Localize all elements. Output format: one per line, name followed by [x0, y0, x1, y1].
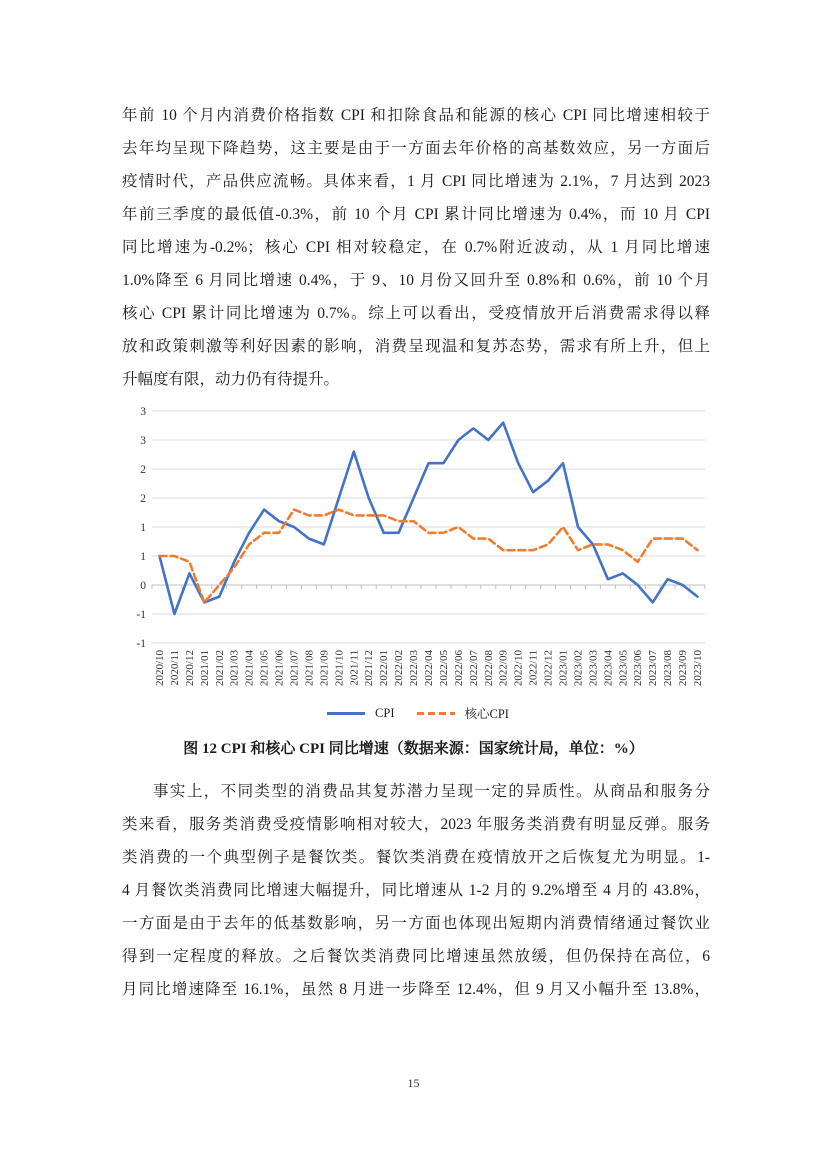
x-axis-label: 2021/05 — [258, 650, 271, 687]
text-line: 一方面是由于去年的低基数影响，另一方面也体现出短期内消费情绪通过餐饮业 — [122, 915, 710, 932]
x-axis-label: 2023/06 — [632, 650, 645, 687]
x-axis-label: 2021/09 — [318, 650, 331, 687]
x-axis-label: 2022/12 — [542, 650, 555, 687]
y-axis-label: 2 — [140, 464, 146, 476]
x-axis-label: 2021/02 — [213, 650, 226, 687]
text-line: 类来看，服务类消费受疫情影响相对较大，2023 年服务类消费有明显反弹。服务 — [122, 816, 710, 833]
x-axis-label: 2023/09 — [677, 650, 690, 687]
y-axis-label: 2 — [140, 493, 146, 505]
text-line: 去年均呈现下降趋势，这主要是由于一方面去年价格的高基数效应，另一方面后 — [122, 140, 710, 157]
y-axis-label: 3 — [140, 435, 146, 447]
text-line: 月同比增速降至 16.1%，虽然 8 月进一步降至 12.4%，但 9 月又小幅升至 13.8%， — [122, 981, 710, 998]
page-number: 15 — [407, 1076, 420, 1090]
x-axis-label: 2023/04 — [602, 650, 615, 687]
legend-sample-cpi — [327, 712, 365, 715]
x-axis-label: 2023/02 — [572, 650, 585, 687]
x-axis-label: 2022/06 — [452, 650, 465, 687]
y-axis-label: 3 — [140, 406, 146, 418]
x-axis-label: 2022/09 — [497, 650, 510, 687]
x-axis-label: 2022/05 — [437, 650, 450, 687]
x-axis-label: 2021/06 — [273, 650, 286, 687]
x-axis-label: 2023/07 — [647, 650, 660, 687]
x-axis-label: 2022/10 — [512, 650, 525, 687]
x-axis-label: 2022/01 — [378, 650, 391, 687]
text-line: 升幅度有限，动力仍有待提升。 — [122, 371, 340, 388]
legend-label-core-cpi: 核心CPI — [464, 707, 509, 721]
cpi-chart-svg — [130, 400, 720, 700]
x-axis-label: 2021/03 — [228, 650, 241, 687]
x-axis-label: 2021/04 — [243, 650, 256, 687]
x-axis-label: 2022/11 — [527, 650, 540, 686]
text-line: 类消费的一个典型例子是餐饮类。餐饮类消费在疫情放开之后恢复尤为明显。1- — [122, 849, 710, 866]
x-axis-label: 2022/03 — [408, 650, 421, 687]
legend-sample-core-cpi — [417, 712, 455, 715]
y-axis-label: -1 — [136, 638, 146, 650]
text-line: 同比增速为-0.2%；核心 CPI 相对较稳定，在 0.7%附近波动，从 1 月同比增速 — [122, 239, 710, 256]
x-axis-label: 2021/12 — [363, 650, 376, 687]
text-line: 4 月餐饮类消费同比增速大幅提升，同比增速从 1-2 月的 9.2%增至 4 月的 43.8%， — [122, 882, 710, 899]
text-line: 核心 CPI 累计同比增速为 0.7%。综上可以看出，受疫情放开后消费需求得以释 — [122, 305, 710, 322]
x-axis-label: 2022/07 — [467, 650, 480, 687]
text-line: 年前 10 个月内消费价格指数 CPI 和扣除食品和能源的核心 CPI 同比增速相较于 — [122, 107, 710, 124]
x-axis-label: 2023/03 — [587, 650, 600, 687]
text-line: 疫情时代，产品供应流畅。具体来看，1 月 CPI 同比增速为 2.1%，7 月达到 2023 — [122, 173, 710, 190]
text-line: 事实上，不同类型的消费品其复苏潜力呈现一定的异质性。从商品和服务分 — [153, 783, 710, 800]
text-line: 得到一定程度的释放。之后餐饮类消费同比增速虽然放缓，但仍保持在高位，6 — [122, 948, 710, 965]
y-axis-label: 1 — [140, 551, 146, 563]
x-axis-label: 2021/08 — [303, 650, 316, 687]
x-axis-label: 2020/12 — [183, 650, 196, 687]
y-axis-label: 1 — [140, 522, 146, 534]
x-axis-label: 2021/01 — [198, 650, 211, 687]
x-axis-label: 2020/10 — [153, 650, 166, 687]
figure-caption: 图 12 CPI 和核心 CPI 同比增速（数据来源：国家统计局，单位：%） — [183, 741, 644, 757]
legend-label-cpi: CPI — [375, 705, 395, 720]
x-axis-label: 2022/02 — [393, 650, 406, 687]
x-axis-label: 2020/11 — [168, 650, 181, 686]
x-axis-label: 2021/07 — [288, 650, 301, 687]
chart-legend — [130, 704, 720, 722]
y-axis-label: -1 — [136, 609, 146, 621]
x-axis-label: 2023/05 — [617, 650, 630, 687]
y-axis-label: 0 — [140, 580, 146, 592]
x-axis-label: 2023/10 — [692, 650, 705, 687]
x-axis-label: 2021/11 — [348, 650, 361, 686]
paragraph-consumption-analysis — [122, 775, 710, 1006]
text-line: 1.0%降至 6 月同比增速 0.4%，于 9、10 月份又回升至 0.8%和 0.6%，前 10 个月 — [122, 272, 710, 289]
x-axis-label: 2023/08 — [662, 650, 675, 687]
paragraph-cpi-analysis — [122, 99, 710, 396]
x-axis-label: 2022/08 — [482, 650, 495, 687]
x-axis-label: 2023/01 — [557, 650, 570, 687]
text-line: 年前三季度的最低值-0.3%，前 10 个月 CPI 累计同比增速为 0.4%，而 10 月 CPI — [122, 206, 710, 223]
x-axis-label: 2022/04 — [423, 650, 435, 687]
figure-12-chart — [130, 400, 720, 730]
x-axis-label: 2021/10 — [333, 650, 346, 687]
text-line: 放和政策刺激等利好因素的影响，消费呈现温和复苏态势，需求有所上升，但上 — [122, 338, 710, 355]
